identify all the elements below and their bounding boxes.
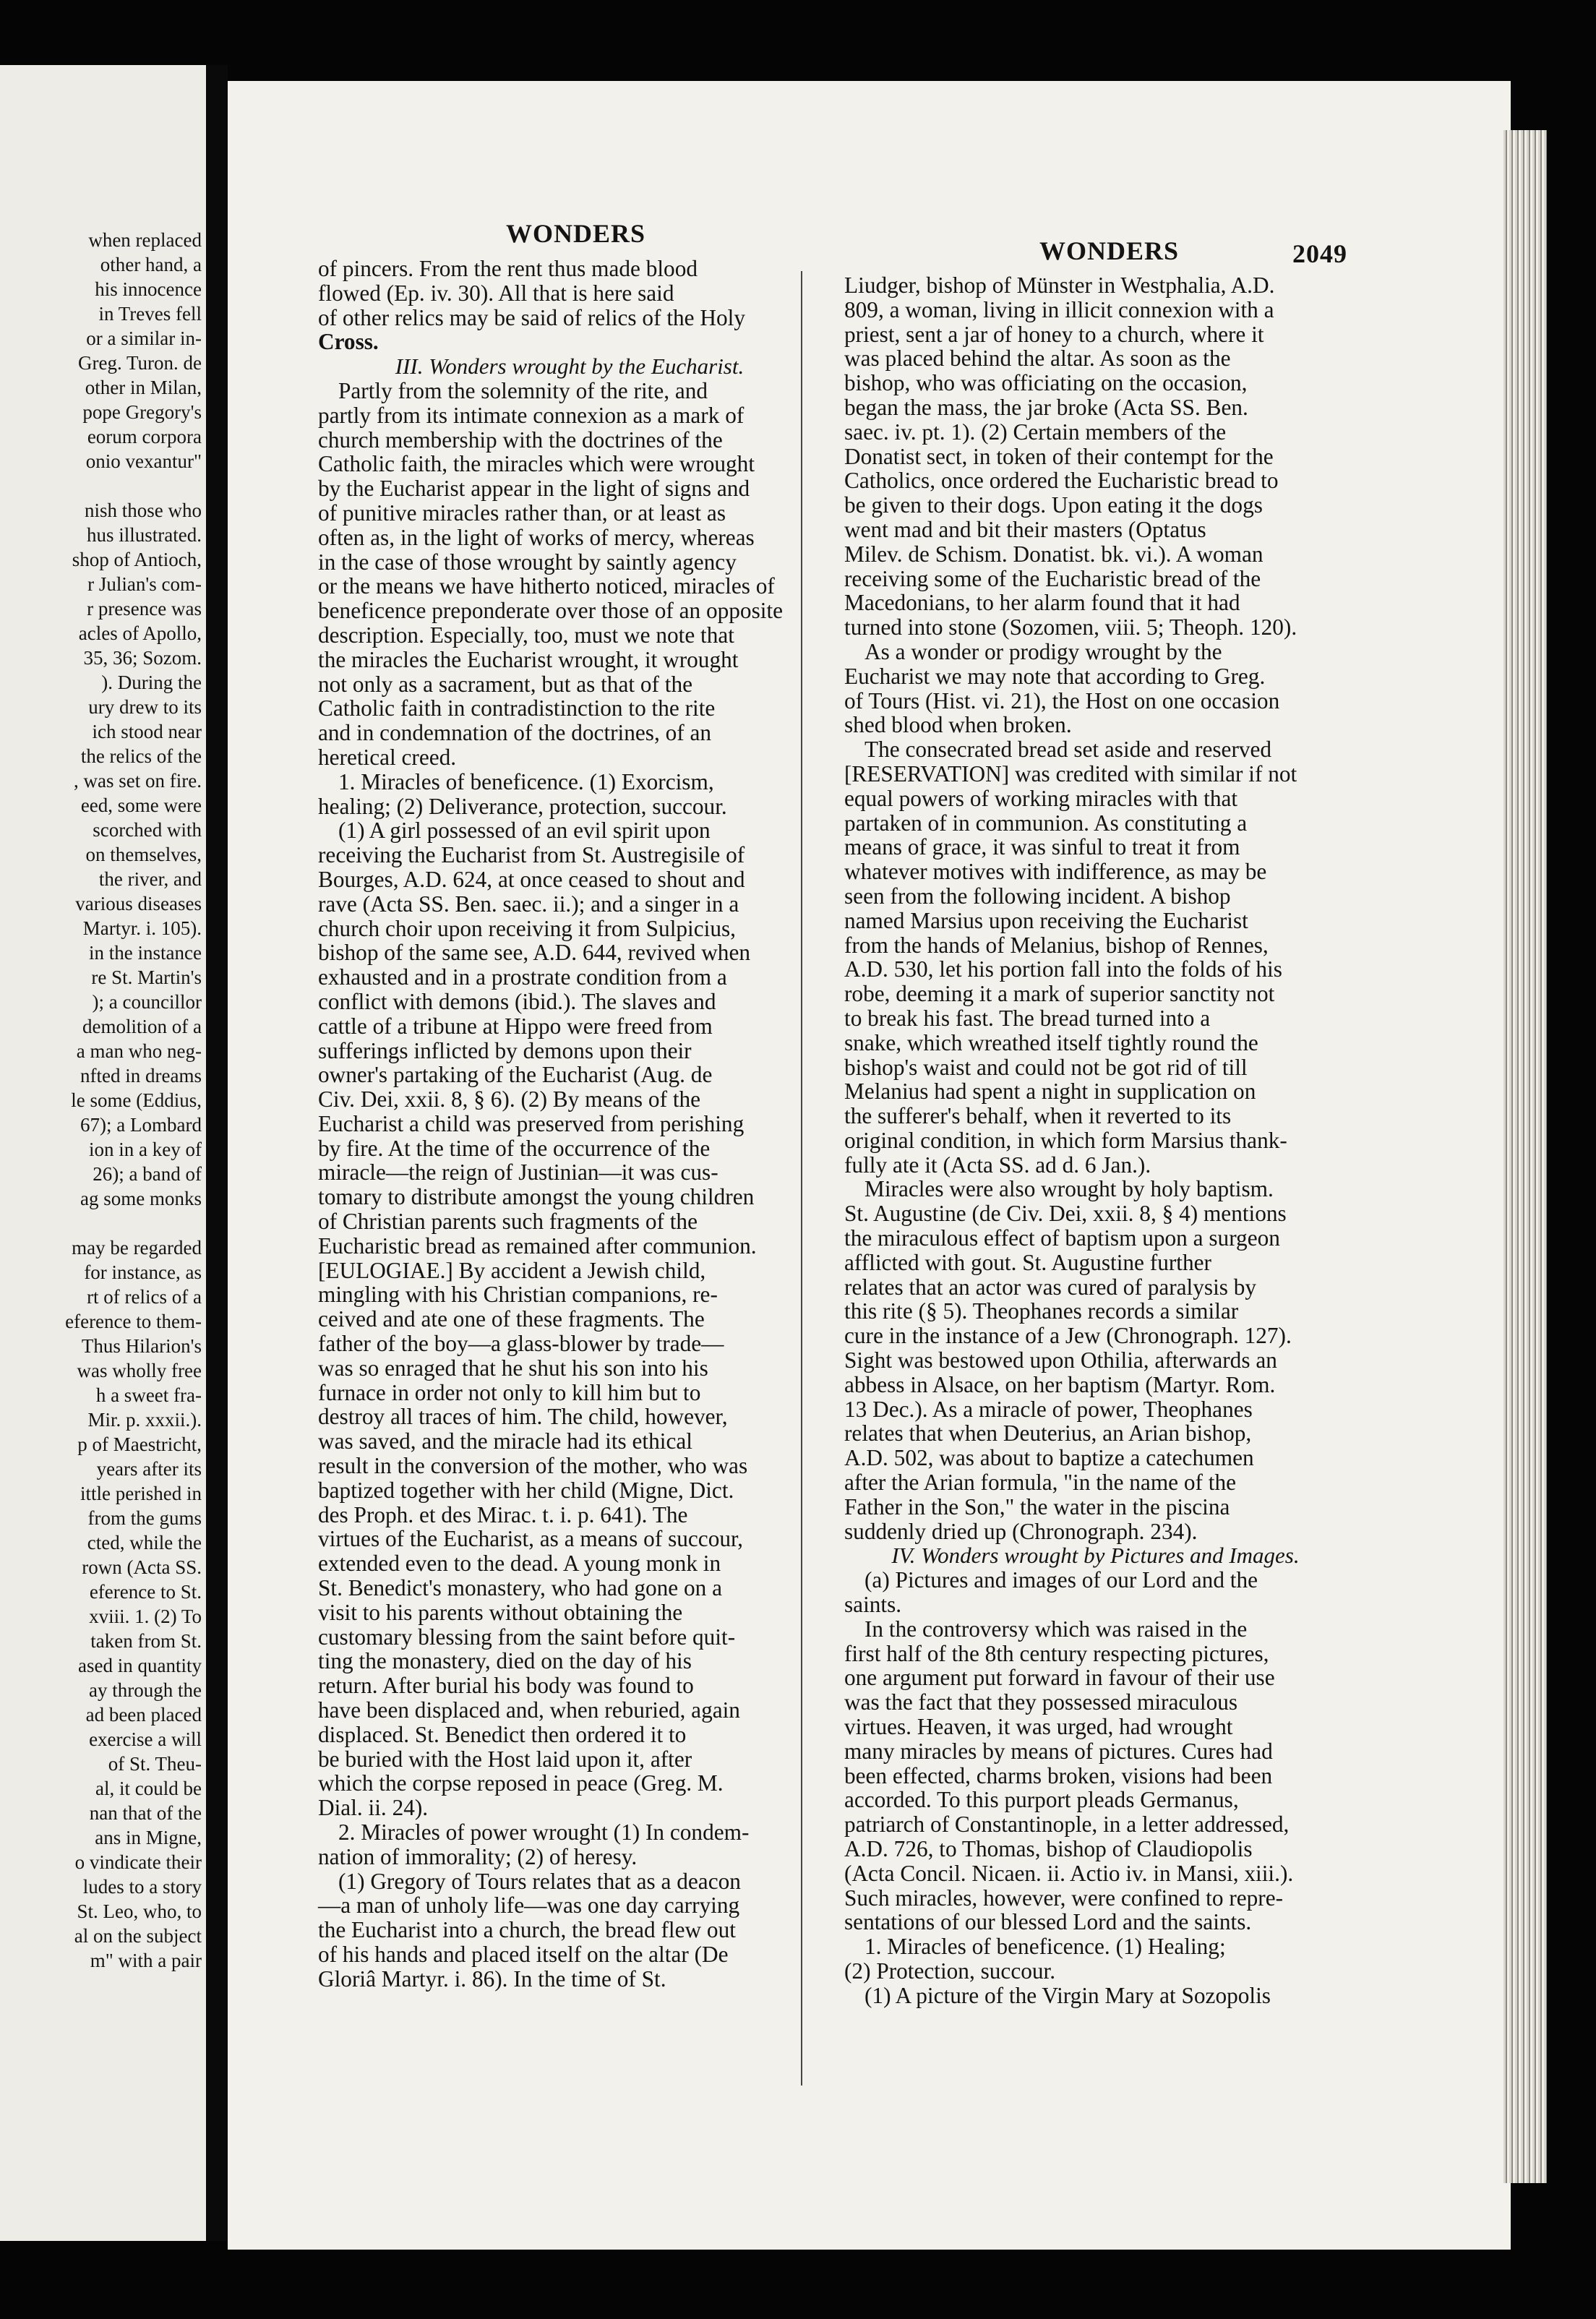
facing-page-line: the relics of the bbox=[80, 745, 202, 767]
facing-page-line: shop of Antioch, bbox=[72, 549, 202, 570]
text-line: Donatist sect, in token of their contempt for the bbox=[844, 443, 1274, 469]
text-line: furnace in order not only to kill him but to bbox=[318, 1379, 701, 1405]
facing-page-line: onio vexantur" bbox=[85, 450, 202, 472]
text-line: tomary to distribute amongst the young children bbox=[318, 1184, 755, 1210]
facing-page-line: 35, 36; Sozom. bbox=[83, 647, 202, 669]
book-gutter bbox=[206, 65, 228, 2241]
facing-page-line: taken from St. bbox=[90, 1630, 202, 1652]
facing-page-line: was wholly free bbox=[77, 1360, 202, 1381]
text-line: exhausted and in a prostrate condition from a bbox=[318, 964, 727, 990]
text-line: 1. Miracles of beneficence. (1) Exorcism, bbox=[338, 768, 714, 794]
text-line: displaced. St. Benedict then ordered it to bbox=[318, 1721, 687, 1747]
text-line: was saved, and the miracle had its ethical bbox=[318, 1428, 692, 1454]
facing-page-line: Greg. Turon. de bbox=[77, 352, 202, 374]
text-line: went mad and bit their masters (Optatus bbox=[844, 516, 1206, 542]
facing-page-line: le some (Eddius, bbox=[71, 1089, 202, 1111]
running-head-left: WONDERS bbox=[506, 219, 646, 248]
text-line: Dial. ii. 24). bbox=[318, 1795, 429, 1821]
facing-page-line: may be regarded bbox=[72, 1237, 202, 1259]
text-line: (2) Protection, succour. bbox=[844, 1958, 1056, 1984]
text-line: As a wonder or prodigy wrought by the bbox=[864, 638, 1222, 664]
facing-page-line: ich stood near bbox=[92, 721, 202, 742]
text-line: 2. Miracles of power wrought (1) In condem- bbox=[338, 1819, 750, 1845]
text-line: was so enraged that he shut his son into his bbox=[318, 1355, 708, 1381]
text-line: miracle—the reign of Justinian—it was cus- bbox=[318, 1160, 718, 1186]
text-line: [EULOGIAE.] By accident a Jewish child, bbox=[318, 1257, 706, 1283]
text-line: des Proph. et des Mirac. t. i. p. 641). The bbox=[318, 1501, 688, 1527]
text-line: the miracles the Eucharist wrought, it wrought bbox=[318, 646, 739, 672]
text-line: equal powers of working miracles with that bbox=[844, 785, 1238, 811]
text-line: (a) Pictures and images of our Lord and the bbox=[864, 1567, 1258, 1593]
facing-page-line: re St. Martin's bbox=[91, 966, 202, 988]
text-line: cure in the instance of a Jew (Chronograph. 127). bbox=[844, 1323, 1292, 1349]
text-line: not only as a sacrament, but as that of the bbox=[318, 671, 692, 697]
text-line: was placed behind the altar. As soon as the bbox=[844, 346, 1231, 372]
text-line: conflict with demons (ibid.). The slaves and bbox=[318, 988, 716, 1014]
text-line: extended even to the dead. A young monk in bbox=[318, 1551, 721, 1577]
text-line: Melanius had spent a night in supplication on bbox=[844, 1079, 1256, 1105]
facing-page-line: ). During the bbox=[101, 672, 202, 693]
text-line: Milev. de Schism. Donatist. bk. vi.). A woman bbox=[844, 541, 1264, 567]
text-line: Cross. bbox=[318, 329, 379, 355]
facing-page-line: in the instance bbox=[89, 942, 202, 964]
text-line: The consecrated bread set aside and reserved bbox=[864, 737, 1272, 763]
facing-page-line: Thus Hilarion's bbox=[81, 1335, 202, 1357]
text-line: baptized together with her child (Migne, Dict. bbox=[318, 1477, 734, 1503]
facing-page-line: nan that of the bbox=[89, 1802, 202, 1824]
text-line: heretical creed. bbox=[318, 744, 457, 770]
text-line: was the fact that they possessed miraculous bbox=[844, 1689, 1238, 1715]
text-line: mingling with his Christian companions, re- bbox=[318, 1282, 718, 1308]
facing-page-line: ludes to a story bbox=[82, 1876, 202, 1898]
facing-page-line: ased in quantity bbox=[78, 1655, 202, 1676]
text-line: and in condemnation of the doctrines, of an bbox=[318, 720, 712, 746]
text-line: Partly from the solemnity of the rite, and bbox=[338, 377, 708, 403]
text-line: Bourges, A.D. 624, at once ceased to shout and bbox=[318, 866, 745, 892]
text-line: St. Benedict's monastery, who had gone on a bbox=[318, 1575, 723, 1601]
text-line: 809, a woman, living in illicit connexion with a bbox=[844, 296, 1274, 322]
text-line: Civ. Dei, xxii. 8, § 6). (2) By means of the bbox=[318, 1086, 701, 1113]
text-line: the sufferer's behalf, when it reverted to its bbox=[844, 1103, 1232, 1129]
text-line: A.D. 502, was about to baptize a catechumen bbox=[844, 1445, 1254, 1471]
text-line: cattle of a tribune at Hippo were freed from bbox=[318, 1013, 713, 1039]
text-line: means of grace, it was sinful to treat it from bbox=[844, 834, 1240, 860]
text-line: III. Wonders wrought by the Eucharist. bbox=[395, 353, 745, 380]
text-line: saec. iv. pt. 1). (2) Certain members of the bbox=[844, 419, 1227, 445]
facing-page-line: m" with a pair bbox=[90, 1950, 202, 1971]
facing-page-line: ittle perished in bbox=[80, 1483, 202, 1504]
facing-page-line: demolition of a bbox=[82, 1016, 202, 1037]
facing-page-line: other in Milan, bbox=[85, 377, 202, 398]
text-line: receiving the Eucharist from St. Austregisile of bbox=[318, 842, 745, 868]
facing-page-line: on themselves, bbox=[85, 844, 202, 865]
text-line: priest, sent a jar of honey to a church, where it bbox=[844, 321, 1264, 347]
text-line: accorded. To this purport pleads Germanus, bbox=[844, 1787, 1239, 1813]
text-line: of punitive miracles rather than, or at least as bbox=[318, 500, 726, 526]
facing-page-line: h a sweet fra- bbox=[95, 1384, 202, 1406]
text-line: whatever motives with indifference, as may be bbox=[844, 859, 1267, 885]
text-line: description. Especially, too, must we note that bbox=[318, 622, 734, 648]
text-line: relates that an actor was cured of paralysis by bbox=[844, 1274, 1257, 1300]
text-line: Liudger, bishop of Münster in Westphalia, A.D. bbox=[844, 273, 1275, 298]
text-line: (1) Gregory of Tours relates that as a deacon bbox=[338, 1868, 741, 1894]
facing-page-line: his innocence bbox=[95, 278, 202, 300]
text-line: afflicted with gout. St. Augustine further bbox=[844, 1249, 1211, 1275]
text-line: be given to their dogs. Upon eating it the dogs bbox=[844, 492, 1263, 518]
text-line: A.D. 530, let his portion fall into the folds of his bbox=[844, 956, 1282, 982]
text-line: by the Eucharist appear in the light of signs and bbox=[318, 476, 750, 502]
text-line: ceived and ate one of these fragments. The bbox=[318, 1306, 705, 1332]
facing-page-line: Mir. p. xxxii.). bbox=[87, 1409, 202, 1431]
facing-page-line: eference to St. bbox=[89, 1581, 202, 1603]
text-line: sufferings inflicted by demons upon their bbox=[318, 1037, 692, 1063]
text-line: from the hands of Melanius, bishop of Rennes, bbox=[844, 932, 1269, 958]
facing-page-line: of St. Theu- bbox=[108, 1753, 202, 1775]
text-line: church membership with the doctrines of the bbox=[318, 426, 723, 453]
text-line: beneficence preponderate over those of an opposite bbox=[318, 598, 784, 624]
text-line: fully ate it (Acta SS. ad d. 6 Jan.). bbox=[844, 1152, 1151, 1178]
text-line: after the Arian formula, "in the name of the bbox=[844, 1470, 1237, 1496]
text-line: flowed (Ep. iv. 30). All that is here said bbox=[318, 280, 674, 306]
facing-page-line: exercise a will bbox=[89, 1728, 202, 1750]
facing-page-line: nish those who bbox=[85, 500, 202, 521]
facing-page-line: ); a councillor bbox=[92, 991, 202, 1013]
text-line: of Christian parents such fragments of the bbox=[318, 1209, 698, 1235]
facing-page-line: 26); a band of bbox=[93, 1163, 202, 1185]
facing-page-line: ad been placed bbox=[85, 1704, 202, 1726]
text-line: been effected, charms broken, visions had been bbox=[844, 1762, 1273, 1788]
text-line: abbess in Alsace, on her baptism (Martyr. Rom. bbox=[844, 1371, 1276, 1397]
facing-page-line: pope Gregory's bbox=[82, 401, 202, 423]
facing-page-line: eorum corpora bbox=[87, 426, 202, 447]
text-line: began the mass, the jar broke (Acta SS. Ben. bbox=[844, 394, 1248, 420]
text-line: which the corpse reposed in peace (Greg. M. bbox=[318, 1770, 724, 1796]
text-line: the miraculous effect of baptism upon a surgeon bbox=[844, 1225, 1280, 1251]
text-line: church choir upon receiving it from Sulpicius, bbox=[318, 915, 736, 941]
facing-page-line: acles of Apollo, bbox=[78, 622, 202, 644]
text-line: Eucharistic bread as remained after communion. bbox=[318, 1233, 757, 1259]
facing-page-line: years after its bbox=[96, 1458, 202, 1480]
facing-page-line: 67); a Lombard bbox=[80, 1114, 202, 1136]
text-line: have been displaced and, when reburied, again bbox=[318, 1697, 740, 1723]
text-line: Macedonians, to her alarm found that it had bbox=[844, 590, 1240, 616]
text-line: in the case of those wrought by saintly agency bbox=[318, 549, 737, 575]
text-line: this rite (§ 5). Theophanes records a similar bbox=[844, 1298, 1239, 1324]
text-line: 1. Miracles of beneficence. (1) Healing; bbox=[864, 1934, 1226, 1960]
facing-page-line: other hand, a bbox=[100, 254, 202, 275]
facing-page-fragment bbox=[0, 65, 206, 2241]
text-line: sentations of our blessed Lord and the saints. bbox=[844, 1909, 1252, 1935]
facing-page-line: ion in a key of bbox=[89, 1139, 202, 1160]
text-line: bishop of the same see, A.D. 644, revived when bbox=[318, 940, 750, 966]
text-line: saints. bbox=[844, 1592, 902, 1618]
text-line: turned into stone (Sozomen, viii. 5; Theoph. 120). bbox=[844, 614, 1297, 640]
text-line: Catholic faith in contradistinction to the rite bbox=[318, 695, 716, 721]
text-line: father of the boy—a glass-blower by trade— bbox=[318, 1331, 724, 1357]
facing-page-line: rt of relics of a bbox=[87, 1286, 202, 1308]
text-line: destroy all traces of him. The child, however, bbox=[318, 1404, 728, 1430]
facing-page-line: the river, and bbox=[98, 868, 202, 890]
facing-page-line: nfted in dreams bbox=[80, 1065, 202, 1086]
running-head-right: WONDERS bbox=[1039, 236, 1180, 265]
text-line: snake, which wreathed itself tightly round the bbox=[844, 1029, 1258, 1055]
facing-page-line: St. Leo, who, to bbox=[77, 1900, 202, 1922]
facing-page-line: , was set on fire. bbox=[74, 770, 202, 792]
text-line: seen from the following incident. A bishop bbox=[844, 883, 1231, 909]
text-line: Miracles were also wrought by holy baptism. bbox=[864, 1176, 1274, 1202]
facing-page-line: Martyr. i. 105). bbox=[82, 917, 202, 939]
text-line: (1) A picture of the Virgin Mary at Sozopolis bbox=[864, 1982, 1271, 2008]
text-line: Eucharist we may note that according to Greg. bbox=[844, 663, 1266, 689]
text-line: healing; (2) Deliverance, protection, succour. bbox=[318, 793, 727, 819]
text-line: (Acta Concil. Nicaen. ii. Actio iv. in Mansi, xiii.). bbox=[844, 1860, 1294, 1886]
facing-page-line: various diseases bbox=[75, 893, 202, 914]
text-line: partly from its intimate connexion as a mark of bbox=[318, 402, 745, 428]
text-line: A.D. 726, to Thomas, bishop of Claudiopolis bbox=[844, 1836, 1253, 1861]
facing-page-line: ag some monks bbox=[80, 1188, 202, 1209]
text-line: ting the monastery, died on the day of his bbox=[318, 1648, 692, 1674]
text-line: to break his fast. The bread turned into a bbox=[844, 1005, 1211, 1031]
text-line: [RESERVATION] was credited with similar if not bbox=[844, 760, 1297, 786]
facing-page-line: ans in Migne, bbox=[95, 1827, 202, 1848]
text-line: receiving some of the Eucharistic bread of the bbox=[844, 565, 1261, 591]
text-line: shed blood when broken. bbox=[844, 712, 1072, 738]
facing-page-line: p of Maestricht, bbox=[77, 1433, 202, 1455]
text-line: return. After burial his body was found to bbox=[318, 1673, 694, 1699]
text-line: robe, deeming it a mark of superior sanctity not bbox=[844, 981, 1275, 1007]
column-divider bbox=[801, 271, 802, 2086]
text-line: result in the conversion of the mother, who was bbox=[318, 1453, 748, 1479]
text-line: 13 Dec.). As a miracle of power, Theophanes bbox=[844, 1396, 1253, 1422]
facing-page-line: xviii. 1. (2) To bbox=[89, 1606, 202, 1627]
facing-page-line: eference to them- bbox=[65, 1311, 202, 1332]
text-column-left bbox=[318, 257, 821, 1992]
facing-page-line: al, it could be bbox=[95, 1778, 202, 1799]
text-line: of Tours (Hist. vi. 21), the Host on one occasion bbox=[844, 687, 1280, 713]
text-line: nation of immorality; (2) of heresy. bbox=[318, 1843, 638, 1869]
text-line: relates that when Deuterius, an Arian bishop, bbox=[844, 1420, 1252, 1446]
text-line: Gloriâ Martyr. i. 86). In the time of St. bbox=[318, 1966, 666, 1992]
facing-page-line: al on the subject bbox=[74, 1925, 202, 1947]
facing-page-line: scorched with bbox=[93, 819, 202, 841]
text-line: first half of the 8th century respecting pictures, bbox=[844, 1640, 1269, 1666]
text-line: Catholics, once ordered the Eucharistic bread to bbox=[844, 468, 1279, 494]
text-line: partaken of in communion. As constituting a bbox=[844, 810, 1248, 836]
text-line: In the controversy which was raised in the bbox=[864, 1616, 1248, 1642]
facing-page-line: r Julian's com- bbox=[87, 573, 202, 595]
facing-page-line: r presence was bbox=[87, 598, 202, 620]
facing-page-line: eed, some were bbox=[80, 794, 202, 816]
text-line: many miracles by means of pictures. Cures had bbox=[844, 1738, 1273, 1764]
text-line: bishop's waist and could not be got rid of till bbox=[844, 1054, 1248, 1080]
text-line: Catholic faith, the miracles which were wrought bbox=[318, 451, 755, 477]
text-line: patriarch of Constantinople, in a letter addressed, bbox=[844, 1812, 1290, 1838]
text-line: the Eucharist into a church, the bread flew out bbox=[318, 1917, 736, 1943]
text-line: or the means we have hitherto noticed, miracles of bbox=[318, 573, 775, 599]
text-line: by fire. At the time of the occurrence of the bbox=[318, 1135, 711, 1161]
facing-page-line: ay through the bbox=[89, 1679, 202, 1701]
text-line: rave (Acta SS. Ben. saec. ii.); and a singer in a bbox=[318, 891, 739, 917]
text-line: (1) A girl possessed of an evil spirit upon bbox=[338, 818, 711, 844]
text-line: Such miracles, however, were confined to repre- bbox=[844, 1885, 1284, 1911]
text-line: of other relics may be said of relics of the Holy bbox=[318, 304, 745, 330]
facing-page-line: or a similar in- bbox=[86, 327, 202, 349]
facing-page-line: when replaced bbox=[88, 229, 202, 251]
text-column-right bbox=[844, 273, 1347, 2008]
text-line: bishop, who was officiating on the occasion, bbox=[844, 370, 1248, 396]
text-line: one argument put forward in favour of their use bbox=[844, 1665, 1275, 1691]
facing-page-line: ury drew to its bbox=[88, 696, 202, 718]
facing-page-line: hus illustrated. bbox=[87, 524, 202, 546]
text-line: original condition, in which form Marsius thank- bbox=[844, 1127, 1287, 1153]
text-line: of his hands and placed itself on the altar (De bbox=[318, 1941, 729, 1967]
facing-page-line: for instance, as bbox=[84, 1261, 202, 1283]
facing-page-line: in Treves fell bbox=[98, 303, 202, 325]
text-line: virtues of the Eucharist, as a means of succour, bbox=[318, 1526, 743, 1552]
text-line: IV. Wonders wrought by Pictures and Images. bbox=[891, 1543, 1300, 1569]
text-line: —a man of unholy life—was one day carrying bbox=[318, 1893, 740, 1919]
text-line: Father in the Son," the water in the piscina bbox=[844, 1493, 1230, 1519]
text-line: be buried with the Host laid upon it, after bbox=[318, 1746, 692, 1772]
text-line: owner's partaking of the Eucharist (Aug. de bbox=[318, 1062, 713, 1088]
text-line: visit to his parents without obtaining the bbox=[318, 1599, 683, 1625]
facing-page-line: a man who neg- bbox=[76, 1040, 202, 1062]
text-line: Eucharist a child was preserved from perishing bbox=[318, 1110, 745, 1136]
text-line: customary blessing from the saint before quit- bbox=[318, 1624, 736, 1650]
text-line: named Marsius upon receiving the Eucharist bbox=[844, 907, 1248, 933]
text-line: Sight was bestowed upon Othilia, afterwards an bbox=[844, 1347, 1277, 1373]
facing-page-line: rown (Acta SS. bbox=[82, 1556, 202, 1578]
text-line: suddenly dried up (Chronograph. 234). bbox=[844, 1518, 1198, 1544]
page-number: 2049 bbox=[1292, 239, 1347, 268]
text-line: St. Augustine (de Civ. Dei, xxii. 8, § 4) mentions bbox=[844, 1201, 1287, 1227]
facing-page-line: from the gums bbox=[87, 1507, 202, 1529]
text-line: of pincers. From the rent thus made blood bbox=[318, 256, 698, 281]
text-line: virtues. Heaven, it was urged, had wrought bbox=[844, 1714, 1233, 1740]
facing-page-line: cted, while the bbox=[87, 1532, 202, 1553]
page-edges bbox=[1503, 130, 1547, 2183]
facing-page-line: o vindicate their bbox=[74, 1851, 202, 1873]
text-line: often as, in the light of works of mercy, whereas bbox=[318, 524, 755, 550]
